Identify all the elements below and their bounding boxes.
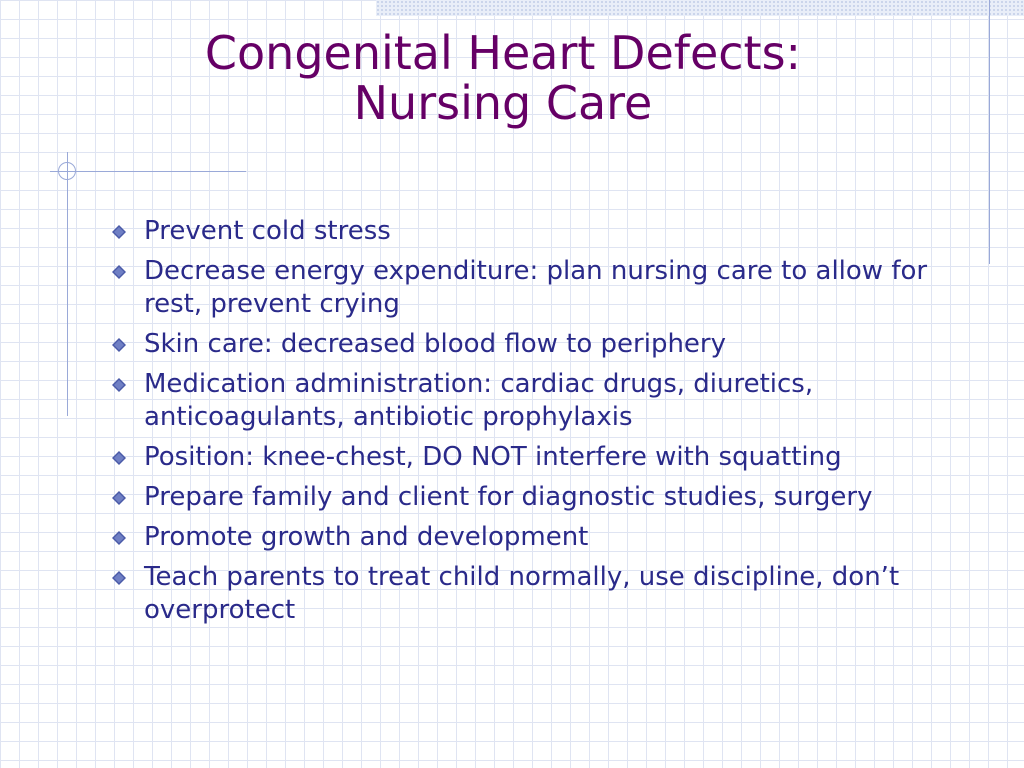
diamond-bullet-icon bbox=[112, 338, 126, 352]
diamond-bullet-icon bbox=[112, 491, 126, 505]
bullet-text: Teach parents to treat child normally, use discipline, don’t overprotect bbox=[144, 562, 900, 625]
decorative-rule-vertical-right bbox=[989, 0, 990, 264]
bullet-item bbox=[112, 561, 942, 627]
bullet-text: Medication administration: cardiac drugs, diuretics, anticoagulants, antibiotic prophylaxis bbox=[144, 369, 814, 432]
bullet-item bbox=[112, 481, 942, 514]
diamond-bullet-icon bbox=[112, 571, 126, 585]
diamond-bullet-icon bbox=[112, 265, 126, 279]
decorative-circle bbox=[58, 162, 76, 180]
diamond-bullet-icon bbox=[112, 451, 126, 465]
decorative-rule-vertical-left bbox=[67, 152, 68, 416]
corner-pattern-decoration bbox=[376, 0, 1024, 16]
bullet-item bbox=[112, 441, 942, 474]
bullet-list bbox=[112, 215, 942, 634]
bullet-text: Skin care: decreased blood flow to periphery bbox=[144, 329, 727, 359]
slide-title bbox=[110, 28, 896, 128]
slide-title-line-2: Nursing Care bbox=[353, 76, 653, 130]
bullet-text: Decrease energy expenditure: plan nursing care to allow for rest, prevent crying bbox=[144, 256, 928, 319]
bullet-item bbox=[112, 368, 942, 434]
bullet-item bbox=[112, 255, 942, 321]
bullet-text: Prepare family and client for diagnostic studies, surgery bbox=[144, 482, 873, 512]
bullet-item bbox=[112, 521, 942, 554]
bullet-item bbox=[112, 215, 942, 248]
diamond-bullet-icon bbox=[112, 225, 126, 239]
diamond-bullet-icon bbox=[112, 531, 126, 545]
slide-title-line-1: Congenital Heart Defects: bbox=[204, 26, 802, 80]
diamond-bullet-icon bbox=[112, 378, 126, 392]
bullet-text: Position: knee-chest, DO NOT interfere with squatting bbox=[144, 442, 842, 472]
bullet-text: Prevent cold stress bbox=[144, 216, 391, 246]
bullet-item bbox=[112, 328, 942, 361]
decorative-rule-horizontal bbox=[50, 171, 246, 172]
bullet-text: Promote growth and development bbox=[144, 522, 589, 552]
